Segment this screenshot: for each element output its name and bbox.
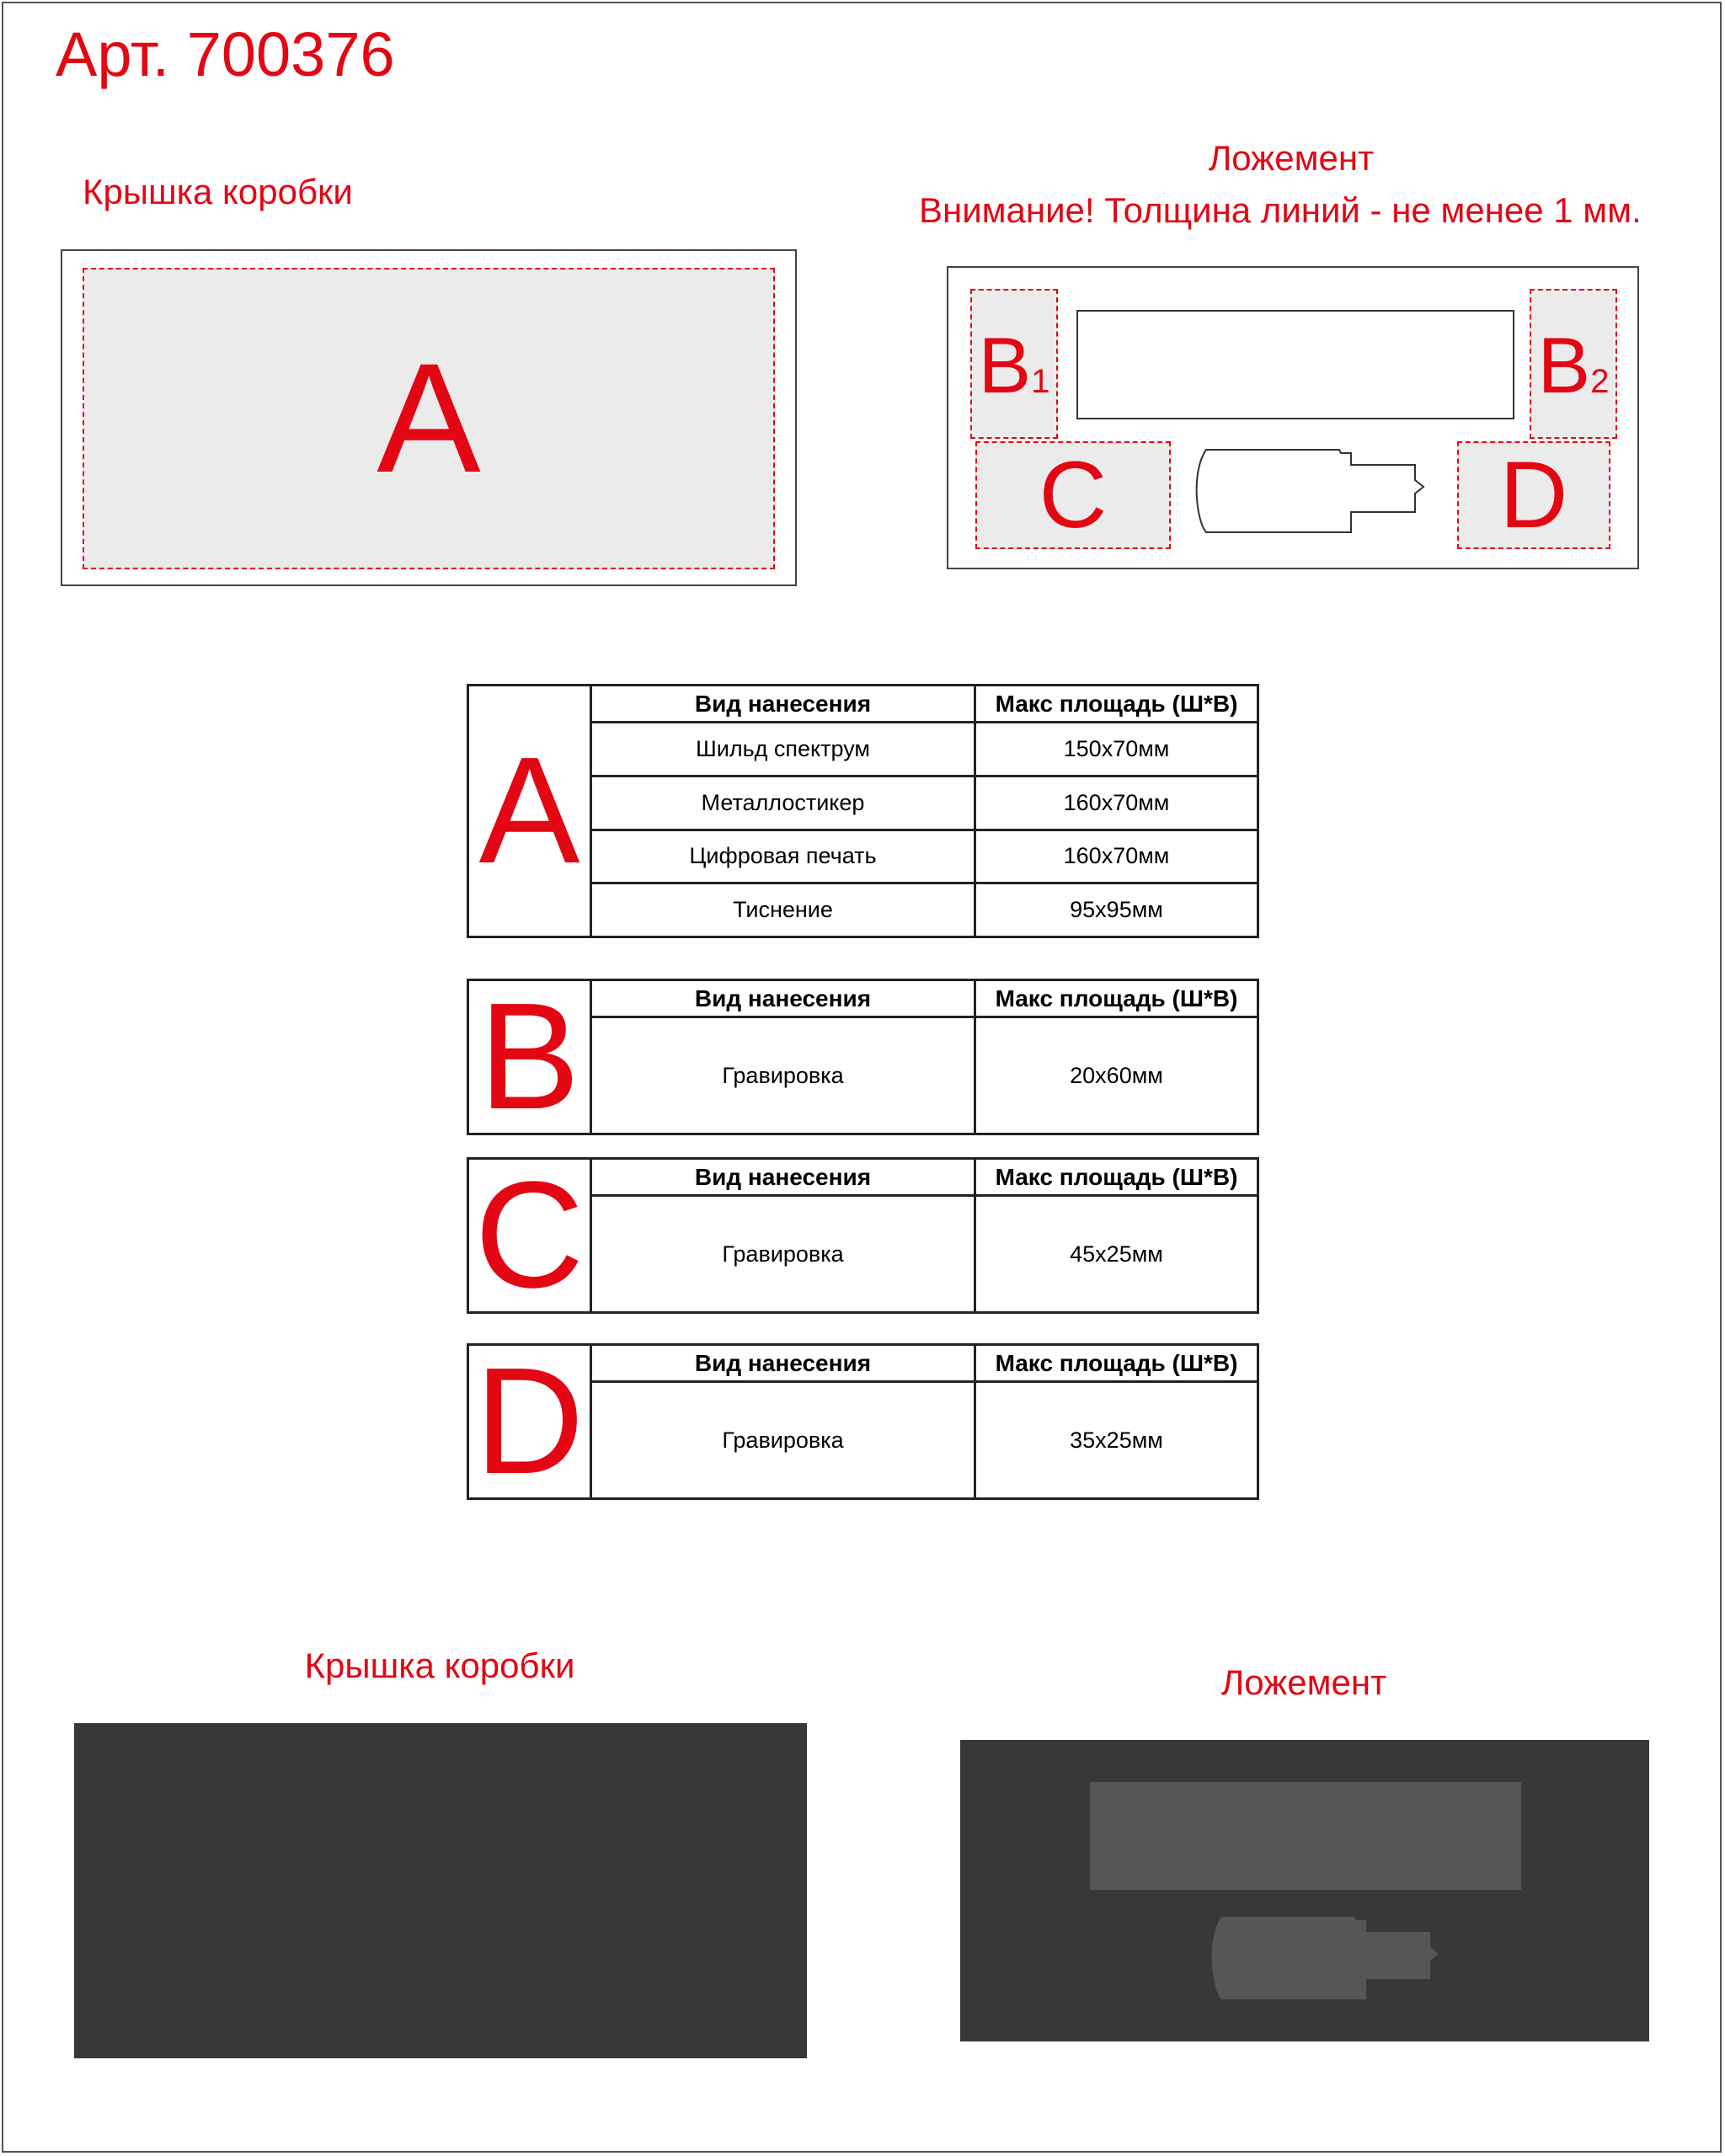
preview-insert-label: Ложемент	[1220, 1662, 1387, 1702]
table-header-size: Макс площадь (Ш*В)	[975, 686, 1258, 723]
size-cell: 150х70мм	[975, 723, 1258, 776]
zone-c	[975, 441, 1171, 549]
zone-d-letter: D	[1499, 442, 1568, 547]
table-header-method: Вид нанесения	[591, 980, 975, 1017]
table-header-size: Макс площадь (Ш*В)	[975, 980, 1258, 1017]
preview-lid-label: Крышка коробки	[304, 1646, 575, 1685]
lid-diagram	[61, 249, 797, 586]
preview-lid	[74, 1723, 807, 2058]
table-header-size: Макс площадь (Ш*В)	[975, 1159, 1258, 1196]
insert-warning: Внимание! Толщина линий - не менее 1 мм.	[919, 190, 1642, 230]
table-a	[467, 684, 1259, 938]
size-cell: 160х70мм	[975, 776, 1258, 830]
preview-usb-slot	[1210, 1912, 1454, 2009]
table-d	[467, 1343, 1259, 1500]
table-a-letter: A	[468, 686, 591, 937]
table-header-method: Вид нанесения	[591, 686, 975, 723]
zone-d	[1457, 441, 1610, 549]
method-cell: Гравировка	[591, 1382, 975, 1499]
size-cell: 95х95мм	[975, 883, 1258, 937]
article-title: Арт. 700376	[56, 19, 395, 89]
table-header-method: Вид нанесения	[591, 1159, 975, 1196]
usb-drive-outline	[1194, 445, 1439, 542]
size-cell: 160х70мм	[975, 830, 1258, 883]
zone-b1-letter: B1	[978, 321, 1050, 409]
table-d-letter: D	[468, 1345, 591, 1499]
method-cell: Гравировка	[591, 1017, 975, 1134]
size-cell: 20х60мм	[975, 1017, 1258, 1134]
method-cell: Металлостикер	[591, 776, 975, 830]
method-cell: Шильд спектрум	[591, 723, 975, 776]
table-header-method: Вид нанесения	[591, 1345, 975, 1382]
lid-label: Крышка коробки	[83, 172, 353, 211]
method-cell: Гравировка	[591, 1196, 975, 1313]
table-header-size: Макс площадь (Ш*В)	[975, 1345, 1258, 1382]
table-c	[467, 1157, 1259, 1314]
insert-diagram	[947, 266, 1639, 569]
table-c-letter: C	[468, 1159, 591, 1313]
size-cell: 35х25мм	[975, 1382, 1258, 1499]
zone-c-letter: C	[1039, 442, 1108, 547]
size-cell: 45х25мм	[975, 1196, 1258, 1313]
zone-a	[83, 268, 775, 569]
method-cell: Тиснение	[591, 883, 975, 937]
zone-a-letter: A	[377, 331, 481, 505]
zone-b2-letter: B2	[1537, 321, 1610, 409]
insert-top-slot	[1076, 310, 1514, 419]
zone-b2	[1530, 289, 1617, 439]
table-b-letter: B	[468, 980, 591, 1134]
preview-insert	[960, 1740, 1649, 2041]
preview-insert-top-slot	[1090, 1782, 1521, 1890]
table-b	[467, 979, 1259, 1135]
zone-b1	[970, 289, 1058, 439]
method-cell: Цифровая печать	[591, 830, 975, 883]
insert-label: Ложемент	[1208, 138, 1375, 178]
